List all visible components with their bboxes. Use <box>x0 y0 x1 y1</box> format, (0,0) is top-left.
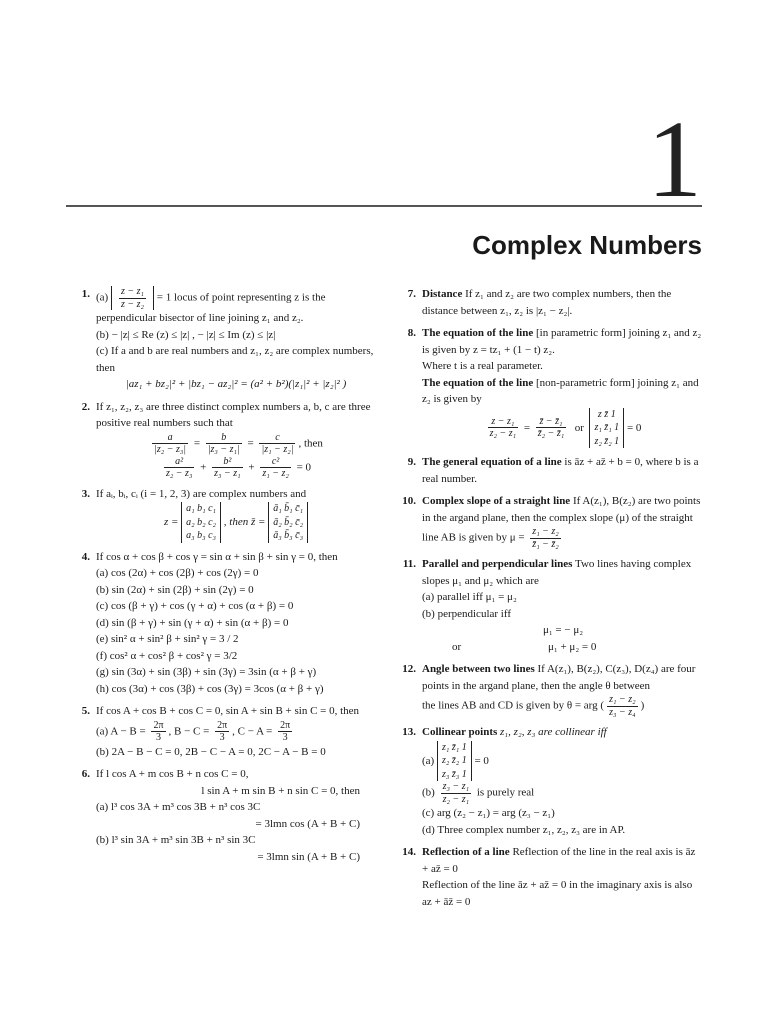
item-7 <box>400 286 704 319</box>
item-body <box>422 556 704 655</box>
text: = 0 <box>626 421 642 434</box>
item-line <box>422 724 704 741</box>
item-line: (c) If a and b are real numbers and z₁, z₂ are complex numbers, then <box>96 345 374 374</box>
text: , then <box>298 437 323 450</box>
text: (a) A − B = <box>96 725 146 738</box>
numerator: z₁ − z₂ <box>609 694 636 705</box>
denominator: |z₃ − z₁| <box>207 444 240 455</box>
determinant <box>589 408 624 449</box>
text: If A(z₁), B(z₂), C(z₃), D(z₄) are four points in the argand plane, then the angle θ between <box>422 663 696 692</box>
item-line: (b) − |z| ≤ Re (z) ≤ |z| , − |z| ≤ Im (z) ≤ |z| <box>96 328 276 341</box>
det-row: z₁ z̄₁ 1 <box>594 422 620 433</box>
numerator: z − z₁ <box>488 416 518 429</box>
text: z = <box>163 515 179 528</box>
item-heading: The general equation of a line <box>422 456 562 468</box>
denominator: z₂ − z₃ <box>165 468 193 479</box>
text: If z₁ and z₂ are two complex numbers, then the distance between z₁, z₂ is |z₁ − z₂|. <box>422 288 672 317</box>
denominator: z₃ − z₄ <box>609 706 636 718</box>
text: or <box>574 421 584 434</box>
numerator: c <box>259 432 295 445</box>
item-body <box>422 661 704 718</box>
item-line: (d) Three complex number z₁, z₂, z₃ are in AP. <box>422 823 626 836</box>
determinant <box>437 741 472 782</box>
part-label: (a) <box>422 754 435 767</box>
item-9 <box>400 454 704 487</box>
item-number: 12. <box>402 663 416 675</box>
item-heading: Angle between two lines <box>422 663 535 675</box>
modulus-fraction <box>111 286 154 310</box>
text: [non-parametric form] joining z₁ and z₂ is given by <box>422 376 699 405</box>
item-number: 3. <box>81 487 90 500</box>
equation: $\frac{\text{z − z₁}}{\text{z₂ − z₁}}$ = $\frac{\text{z̄ − z̄₁}}{\text{z̄₂ − z̄₁}}$ or z z̄ 1 z₁ z̄₁ 1 z₂ z̄₂ 1 = 0 <box>489 408 642 447</box>
text: [in parametric form] joining z₁ and z₂ is given by z = tz₁ + (1 − t) z₂. <box>422 327 702 356</box>
numerator: 2π <box>217 719 228 731</box>
item-line: (d) sin (β + γ) + sin (γ + α) + sin (α + β) = 0 <box>96 616 289 629</box>
item-4 <box>74 549 376 698</box>
right-column <box>400 286 704 916</box>
denominator: |z₁ − z₂| <box>261 444 294 455</box>
item-number: 13. <box>402 726 416 738</box>
equation <box>96 502 376 543</box>
item-number: 7. <box>407 288 416 300</box>
item-10 <box>400 493 704 550</box>
item-line <box>422 741 704 782</box>
item-line <box>422 781 704 805</box>
part-label: (b) <box>422 786 435 799</box>
item-11 <box>400 556 704 655</box>
item-line <box>422 844 704 877</box>
left-column <box>74 286 376 871</box>
item-line: (c) cos (β + γ) + cos (γ + α) + cos (α + β) = 0 <box>96 600 294 612</box>
item-line <box>96 286 376 310</box>
text: is purely real <box>474 786 535 799</box>
item-line: (f) cos² α + cos² β + cos² γ = 3/2 <box>96 649 238 662</box>
item-line <box>96 720 376 744</box>
item-8 <box>400 325 704 448</box>
item-line: (b) sin (2α) + sin (2β) + sin (2γ) = 0 <box>96 583 254 596</box>
item-number: 1. <box>81 288 90 300</box>
item-line: Reflection of the line āz + az̄ = 0 in the imaginary axis is also az + āz̄ = 0 <box>422 879 693 908</box>
item-line: l sin A + m sin B + n sin C = 0, then <box>201 784 360 797</box>
item-body <box>96 703 376 760</box>
det-row: a₁ b₁ c₁ <box>186 503 217 514</box>
item-number: 9. <box>407 456 416 468</box>
item-heading: Parallel and perpendicular lines <box>422 558 573 570</box>
text: Two lines having complex slopes μ₁ and μ₂ which are <box>422 558 692 587</box>
item-heading: Reflection of a line <box>422 846 510 858</box>
item-number: 6. <box>81 768 90 780</box>
denominator: z − z₂ <box>120 298 144 310</box>
item-heading: The equation of the line <box>422 327 534 339</box>
item-line <box>422 375 704 408</box>
numerator: 2π <box>153 719 164 731</box>
item-1 <box>74 286 376 393</box>
det-row: z z̄ 1 <box>597 408 616 420</box>
text: is āz + az̄ + b = 0, where b is a real number. <box>422 456 699 485</box>
det-row: ā₂ b̄₂ c̄₂ <box>273 516 304 528</box>
denominator: z̄₂ − z̄₁ <box>537 428 565 440</box>
equation: μ₁ = − μ₂ <box>542 624 584 636</box>
text: , then z̄ = <box>223 515 266 528</box>
item-body <box>96 486 376 543</box>
denominator: z₁ − z₂ <box>262 468 289 479</box>
item-body <box>422 493 704 550</box>
numerator: b <box>206 432 242 445</box>
item-line: = 3lmn cos (A + B + C) <box>255 817 360 830</box>
denominator: z₂ − z₁ <box>489 428 517 440</box>
item-line: perpendicular bisector of line joining z₁ and z₂. <box>96 312 304 324</box>
numerator: z̄ − z̄₁ <box>536 416 566 429</box>
denominator: |z₂ − z₃| <box>154 444 187 455</box>
text: = 0 <box>474 754 489 767</box>
item-heading: Distance <box>422 288 463 300</box>
det-row: a₂ b₂ c₂ <box>186 516 217 528</box>
numerator: c² <box>260 456 290 469</box>
chapter-number: 1 <box>647 98 702 220</box>
item-line: If cos α + cos β + cos γ = sin α + sin β + sin γ = 0, then <box>96 550 338 563</box>
item-body <box>96 766 376 865</box>
item-line: If aᵢ, bᵢ, cᵢ (i = 1, 2, 3) are complex numbers and <box>96 487 307 500</box>
denominator: z₂ − z₁ <box>442 793 470 805</box>
item-13 <box>400 724 704 838</box>
item-number: 5. <box>81 705 90 717</box>
det-row: z₃ z̄₃ 1 <box>441 768 467 780</box>
numerator: a² <box>164 456 194 469</box>
item-6 <box>74 766 376 865</box>
item-number: 10. <box>402 495 416 507</box>
text: , B − C = <box>168 725 210 738</box>
text: , C − A = <box>232 725 273 738</box>
text: Reflection of the line in the real axis is āz + az̄ = 0 <box>422 846 696 875</box>
denominator: z̄₁ − z̄₂ <box>532 538 559 550</box>
item-2 <box>74 399 376 480</box>
item-body <box>422 325 704 448</box>
item-number: 8. <box>407 327 416 339</box>
item-line: (c) arg (z₂ − z₁) = arg (z₃ − z₁) <box>422 807 555 819</box>
denominator: 3 <box>282 732 288 743</box>
denominator: z₃ − z₁ <box>214 468 241 479</box>
item-12 <box>400 661 704 718</box>
text: or <box>452 640 462 653</box>
determinant <box>268 502 308 543</box>
item-3 <box>74 486 376 543</box>
item-number: 4. <box>81 550 90 563</box>
item-body <box>96 549 376 698</box>
item-body <box>96 399 376 480</box>
item-line: the lines AB and CD is given by θ = arg ( $\frac{\text{z₁ − z₂}}{\text{z₃ − z₄}}$ ) <box>422 694 645 718</box>
item-line: (b) perpendicular iff <box>422 607 511 620</box>
item-line: (b) l³ sin 3A + m³ sin 3B + n³ sin 3C <box>96 834 256 846</box>
item-line: (g) sin (3α) + sin (3β) + sin (3γ) = 3sin (α + β + γ) <box>96 666 317 678</box>
text: z₁, z₂, z₃ are collinear iff <box>497 726 607 738</box>
item-line <box>422 325 704 358</box>
item-heading: The equation of the line <box>422 376 534 389</box>
det-row: z₂ z̄₂ 1 <box>594 435 620 447</box>
det-row: z₁ z̄₁ 1 <box>441 741 467 753</box>
part-label: (a) <box>96 291 109 304</box>
text: = 1 locus of point representing z is the <box>156 291 326 304</box>
item-heading: Complex slope of a straight line <box>422 495 571 507</box>
item-14 <box>400 844 704 910</box>
item-number: 2. <box>81 400 90 413</box>
denominator: 3 <box>155 732 161 743</box>
chapter-rule <box>66 205 702 207</box>
item-line: If cos A + cos B + cos C = 0, sin A + sin B + sin C = 0, then <box>96 705 360 717</box>
text: If A(z₁), B(z₂) are two points in the argand plane, then the complex slope (μ) of the straight line AB is given by μ = <box>422 495 701 544</box>
item-line: (a) cos (2α) + cos (2β) + cos (2γ) = 0 <box>96 567 259 579</box>
item-body <box>422 286 704 319</box>
item-number: 11. <box>402 558 416 570</box>
item-line: (a) l³ cos 3A + m³ cos 3B + n³ cos 3C <box>96 801 261 813</box>
item-line: (a) parallel iff μ₁ = μ₂ <box>422 591 517 603</box>
item-line: (b) 2A − B − C = 0, 2B − C − A = 0, 2C − A − B = 0 <box>96 745 326 758</box>
item-line: (e) sin² α + sin² β + sin² γ = 3 / 2 <box>96 633 239 645</box>
item-line: If l cos A + m cos B + n cos C = 0, <box>96 768 249 780</box>
numerator: b² <box>212 456 242 469</box>
numerator: 2π <box>280 719 291 731</box>
det-row: ā₃ b̄₃ c̄₃ <box>273 530 304 541</box>
item-body <box>422 454 704 487</box>
equation: $\frac{\text{a²}}{\text{z₂ − z₃}}$ + $\frac{\text{b²}}{\text{z₃ − z₁}}$ + $\frac{\text{c²}}{\text{z₁ − z₂}}$ = 0 <box>165 455 312 479</box>
det-row: z₂ z̄₂ 1 <box>441 755 467 766</box>
det-row: ā₁ b̄₁ c̄₁ <box>273 503 304 514</box>
item-line: Where t is a real parameter. <box>422 360 543 372</box>
item-heading: Collinear points <box>422 726 498 738</box>
determinant <box>181 502 221 543</box>
denominator: 3 <box>219 732 225 743</box>
numerator: z − z₁ <box>120 286 144 297</box>
det-row: a₃ b₃ c₃ <box>186 530 217 541</box>
text: the lines AB and CD is given by θ = arg <box>422 699 598 712</box>
item-line: = 3lmn sin (A + B + C) <box>257 850 360 863</box>
item-5 <box>74 703 376 760</box>
item-line: If z₁, z₂, z₃ are three distinct complex numbers a, b, c are three positive real numbers such that <box>96 400 371 429</box>
text: = 0 <box>296 461 312 474</box>
item-body <box>422 724 704 838</box>
numerator: z₁ − z₂ <box>532 526 559 537</box>
equation: $\frac{a}{\text{|z₂ − z₃|}}$ = $\frac{b}{\text{|z₃ − z₁|}}$ = $\frac{c}{\text{|z₁ − z₂|}}$ , then <box>154 431 323 455</box>
item-number: 14. <box>402 846 416 858</box>
item-body <box>96 286 376 393</box>
item-line <box>422 639 704 656</box>
chapter-title: Complex Numbers <box>472 230 702 260</box>
item-line: (h) cos (3α) + cos (3β) + cos (3γ) = 3cos (α + β + γ) <box>96 682 324 695</box>
numerator: z₃ − z₁ <box>442 781 470 792</box>
item-body <box>422 844 704 910</box>
item-line <box>422 556 704 589</box>
numerator: a <box>152 432 188 445</box>
equation: |az₁ + bz₂|² + |bz₁ − az₂|² = (a² + b²)(|z₁|² + |z₂|² ) <box>125 378 347 390</box>
equation: μ₁ + μ₂ = 0 <box>548 640 597 653</box>
